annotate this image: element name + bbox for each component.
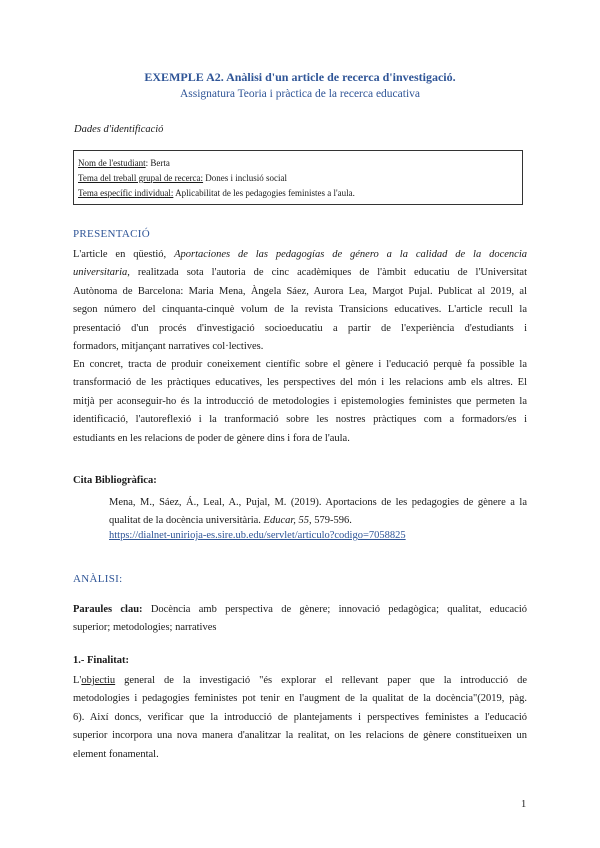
text-line: universitaria, realitzada sota l'autoria de cinc acadèmiques de l'àmbit educatiu de l'Universitat — [73, 267, 527, 279]
citation-text — [109, 494, 527, 531]
id-label: Tema específic individual: — [78, 188, 174, 198]
id-row-group-topic — [78, 171, 518, 186]
text-line: mitjà per aconseguir-ho és la introducció de metodologies i epistemologies feministes que permeten la — [73, 395, 527, 407]
document-subtitle: Assignatura Teoria i pràctica de la recerca educativa — [179, 88, 421, 100]
text-line: element fonamental. — [73, 748, 159, 760]
text-line: L'objectiu general de la investigació "és explorar el rellevant paper que la introducció de — [73, 675, 527, 686]
section-heading-analisi: ANÀLISI: — [73, 573, 123, 585]
text-line: formadors, mitjançant narratives col·lectives. — [73, 341, 264, 353]
citation-heading: Cita Bibliogràfica: — [73, 475, 157, 486]
id-value: Dones i inclusió social — [203, 173, 288, 183]
presentacio-paragraph-2 — [73, 356, 527, 448]
id-label: Nom de l'estudiant — [78, 158, 146, 168]
text-line: segon número del cinquanta-cinquè volum de la revista Transicions educatives. L'article recull la — [73, 304, 527, 316]
section-heading-presentacio: PRESENTACIÓ — [73, 228, 150, 240]
text-line: superior incorpora una nova manera d'analitzar la realitat, on les relacions de gènere constitueixen un — [73, 730, 527, 742]
citation-link[interactable]: https://dialnet-unirioja-es.sire.ub.edu/servlet/articulo?codigo=7058825 — [109, 530, 406, 541]
text-line: L'article en qüestió, Aportaciones de las pedagogías de género a la calidad de la docencia — [73, 249, 527, 260]
text-line: Mena, M., Sáez, Á., Leal, A., Pujal, M. (2019). Aportacions de les pedagogies de gènere a la — [109, 497, 527, 508]
document-title: EXEMPLE A2. Anàlisi d'un article de recerca d'investigació. — [144, 70, 456, 84]
text-line: Autònoma de Barcelona: Maria Mena, Àngela Sáez, Aurora Lea, Margot Pujal. Publicat al 2019, al — [73, 285, 527, 297]
keywords-label: Paraules clau: — [73, 604, 143, 615]
section-heading-finalitat: 1.- Finalitat: — [73, 655, 129, 666]
text-line: estudiants en les relacions de poder de gènere dins i fora de l'aula. — [73, 432, 350, 444]
text-line: identificació, l'autoreflexió i la tranformació sobre les nostres pràctiques com a formadors/es i — [73, 414, 527, 426]
text-line: superior; metodologies; narratives — [73, 622, 217, 634]
finalitat-paragraph — [73, 672, 527, 764]
page-number: 1 — [521, 799, 527, 810]
text-line: metodologies i pedagogies feministes pot tenir en l'augment de la qualitat de la docència"(2019, pàg. — [73, 693, 527, 705]
text-line: Paraules clau: Docència amb perspectiva de gènere; innovació pedagògica; qualitat, educació — [73, 604, 527, 615]
id-value: Aplicabilitat de les pedagogies feministes a l'aula. — [173, 188, 355, 198]
id-label: Tema del treball grupal de recerca: — [78, 173, 204, 183]
text-line: 6). Així doncs, verificar que la introducció de plantejaments i perspectives feministes a l'educació — [73, 711, 527, 723]
text-line: presentació d'un procés d'investigació socioeducatiu a partir de l'experiència d'estudiants i — [73, 322, 527, 334]
text-line: qualitat de la docència universitària. Educar, 55, 579-596. — [109, 515, 352, 527]
id-value: : Berta — [145, 158, 170, 168]
identification-box — [73, 150, 523, 205]
id-row-individual-topic — [78, 186, 518, 201]
text-line: En concret, tracta de produir coneixement científic sobre el gènere i l'educació perquè fa possible la — [73, 359, 527, 370]
text-line: transformació de les pràctiques educatives, les perspectives del món i les relacions amb els altres. El — [73, 377, 527, 389]
identification-label: Dades d'identificació — [74, 124, 164, 135]
keywords-paragraph — [73, 601, 527, 638]
presentacio-paragraph-1 — [73, 246, 527, 356]
id-row-student — [78, 156, 518, 171]
